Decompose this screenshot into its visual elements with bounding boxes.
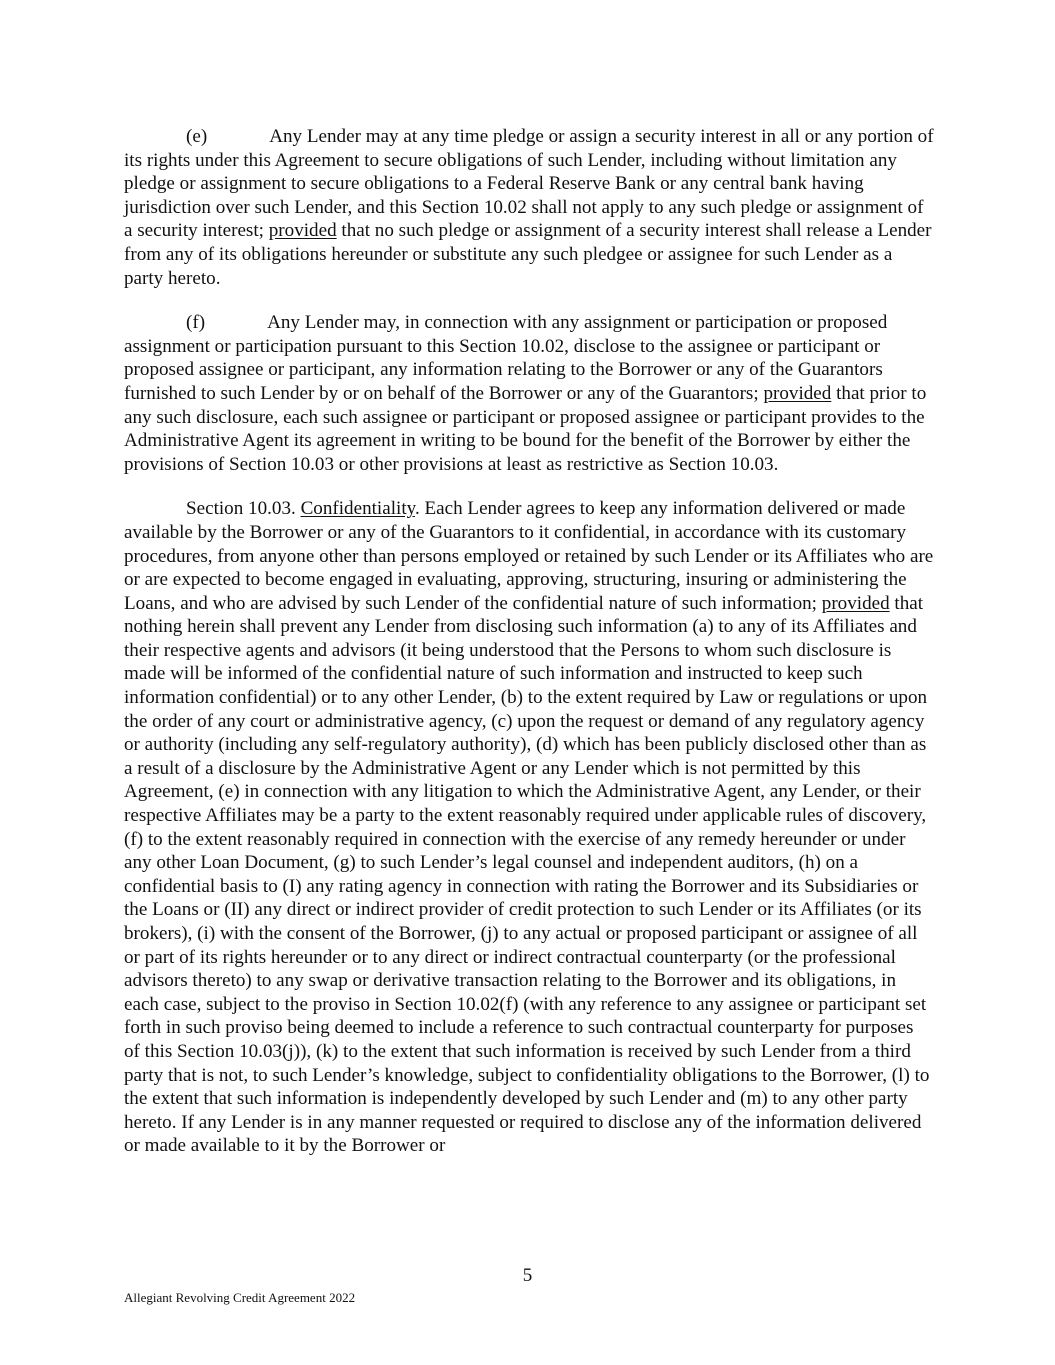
provided-term: provided [268,220,337,242]
section-10-03-paragraph: Section 10.03. Confidentiality. Each Lender agrees to keep any information delivered or made available by the Borrower or any of the Guarantors to it confidential, in accordance with its customary procedures, from anyone other than persons employed or retained by such Lender or its Affiliates who are or are expected to become engaged in evaluating, approving, structuring, insuring or administering the Loans, and who are advised by such Lender of the confidential nature of such information; provided that nothing herein shall prevent any Lender from disclosing such information (a) to any of its Affiliates and their respective agents and advisors (it being understood that the Persons to whom such disclosure is made will be informed of the confidential nature of such information and instructed to keep such information confidential) or to any other Lender, (b) to the extent required by Law or regulations or upon the order of any court or administrative agency, (c) upon the request or demand of any regulatory agency or authority (including any self-regulatory authority), (d) which has been publicly disclosed other than as a result of a disclosure by the Administrative Agent or any Lender which is not permitted by this Agreement, (e) in connection with any litigation to which the Administrative Agent, any Lender, or their respective Affiliates may be a party to the extent reasonably required under applicable rules of discovery, (f) to the extent reasonably required in connection with the exercise of any remedy hereunder or under any other Loan Document, (g) to such Lender’s legal counsel and independent auditors, (h) on a confidential basis to (I) any rating agency in connection with rating the Borrower and its Subsidiaries or the Loans or (II) any direct or indirect provider of credit protection to such Lender or its Affiliates (or its brokers), (i) with the consent of the Borrower, (j) to any actual or proposed participant or assignee of all or part of its rights hereunder or to any direct or indirect contractual counterparty (or the professional advisors thereto) to any swap or derivative transaction relating to the Borrower and its obligations, in each case, subject to the proviso in Section 10.02(f) (with any reference to any assignee or participant set forth in such proviso being deemed to include a reference to such contractual counterparty for purposes of this Section 10.03(j)), (k) to the extent that such information is received by such Lender from a third party that is not, to such Lender’s knowledge, subject to confidentiality obligations to the Borrower, (l) to the extent that such information is independently developed by such Lender and (m) to any other party hereto. If any Lender is in any manner requested or required to disclose any of the information delivered or made available to it by the Borrower or [124,498,934,1157]
document-body [124,125,934,1158]
paragraph-marker: (e) [186,126,208,147]
section-heading: Confidentiality [300,498,415,520]
provided-term: provided [763,382,832,404]
paragraph-e: (e) Any Lender may at any time pledge or assign a security interest in all or any portion of its rights under this Agreement to secure obligations of such Lender, including without limitation any pledge or assignment to secure obligations to a Federal Reserve Bank or any central bank having jurisdiction over such Lender, and this Section 10.02 shall not apply to any such pledge or assignment of a security interest; provided that no such pledge or assignment of a security interest shall release a Lender from any of its obligations hereunder or substitute any such pledgee or assignee for such Lender as a party hereto. [124,126,934,289]
paragraph-f: (f) Any Lender may, in connection with any assignment or participation or proposed assignment or participation pursuant to this Section 10.02, disclose to the assignee or participant or proposed assignee or participant, any information relating to the Borrower or any of the Guarantors furnished to such Lender by or on behalf of the Borrower or any of the Guarantors; provided that prior to any such disclosure, each such assignee or participant or proposed assignee or participant provides to the Administrative Agent its agreement in writing to be bound for the benefit of the Borrower by either the provisions of Section 10.03 or other provisions at least as restrictive as Section 10.03. [124,312,927,475]
document-footer: Allegiant Revolving Credit Agreement 2022 [124,1290,356,1305]
section-number: Section 10.03. [186,498,301,520]
page-number: 5 [522,1265,533,1286]
provided-term: provided [821,592,890,614]
paragraph-marker: (f) [186,312,206,334]
